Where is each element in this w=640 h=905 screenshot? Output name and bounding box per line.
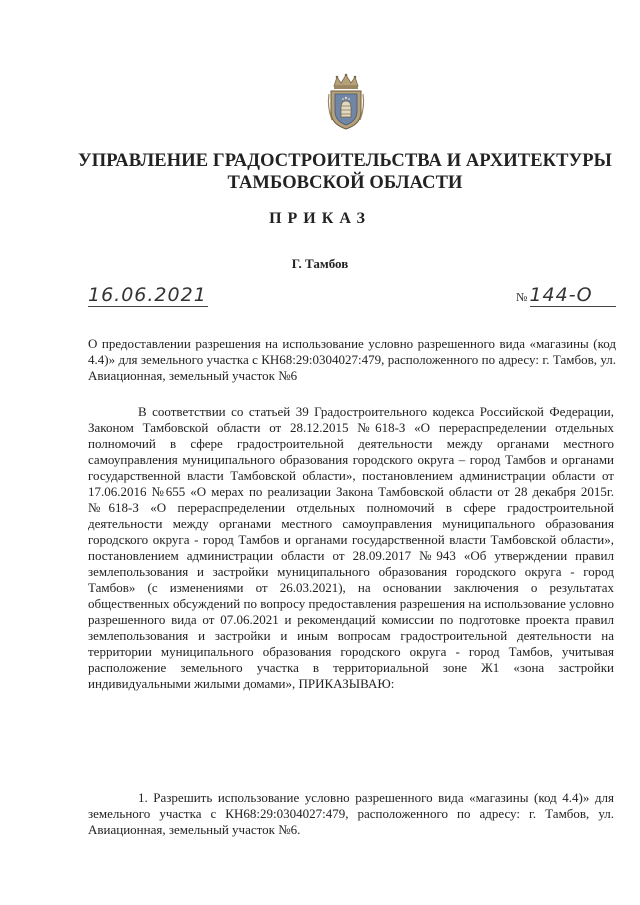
order-number-value: 144-О (529, 284, 593, 306)
order-item-1-text: 1. Разрешить использование условно разрешенного вида «магазины (код 4.4)» для земельного участка с КН68:29:0304027:479, расположенного по адресу: г. Тамбов, ул. Авиационная, земельный участок №6. (88, 790, 614, 837)
preamble-paragraph: В соответствии со статьей 39 Градостроительного кодекса Российской Федерации, Законом Тамбовской области от 28.12.2015 №618-З «О перераспределении отдельных полномочий в сфере градостроительной деятельности между органами местного самоуправления муниципального образования городского округа – город Тамбов и органами государственной власти Тамбовской области», постановлением администрации области от 17.06.2016 №655 «О мерах по реализации Закона Тамбовской области от 28 декабря 2015г. №618-З «О перераспределении отдельных полномочий в сфере градостроительной деятельности между органами местного самоуправления муниципального образования городского округа - город Тамбов и органами государственной власти Тамбовской области», постановлением администрации области от 28.09.2017 №943 «Об утверждении правил землепользования и застройки муниципального образования городского округа - город Тамбов» (с изменениями от 26.03.2021), на основании заключения о результатах общественных обсуждений по вопросу предоставления разрешения на использование условно разрешенного вида от 07.06.2021 и рекомендаций комиссии по подготовке проекта правил землепользования и застройки и иным вопросам градостроительной деятельности на территории муниципального образования городского округа - город Тамбов, учитывая расположение земельного участка в территориальной зоне Ж1 «зона застройки индивидуальными жилыми домами», ПРИКАЗЫВАЮ: (88, 404, 614, 691)
order-item-1 (88, 790, 614, 838)
order-body (88, 404, 614, 692)
order-number (516, 284, 593, 306)
city-line: Г. Тамбов (291, 256, 349, 271)
coat-of-arms-icon (326, 72, 366, 132)
order-date: 16.06.2021 (88, 284, 207, 306)
document-type-title: ПРИКАЗ (269, 210, 371, 227)
date-underline (88, 306, 208, 307)
organization-name: УПРАВЛЕНИЕ ГРАДОСТРОИТЕЛЬСТВА И АРХИТЕКТУРЫ ТАМБОВСКОЙ ОБЛАСТИ (78, 151, 612, 193)
number-sign: № (516, 290, 528, 304)
order-subject: О предоставлении разрешения на использование условно разрешенного вида «магазины (код 4.4)» для земельного участка с КН68:29:0304027:479, расположенного по адресу: г. Тамбов, ул. Авиационная, земельный участок №6 (88, 336, 616, 383)
number-underline (530, 306, 616, 307)
